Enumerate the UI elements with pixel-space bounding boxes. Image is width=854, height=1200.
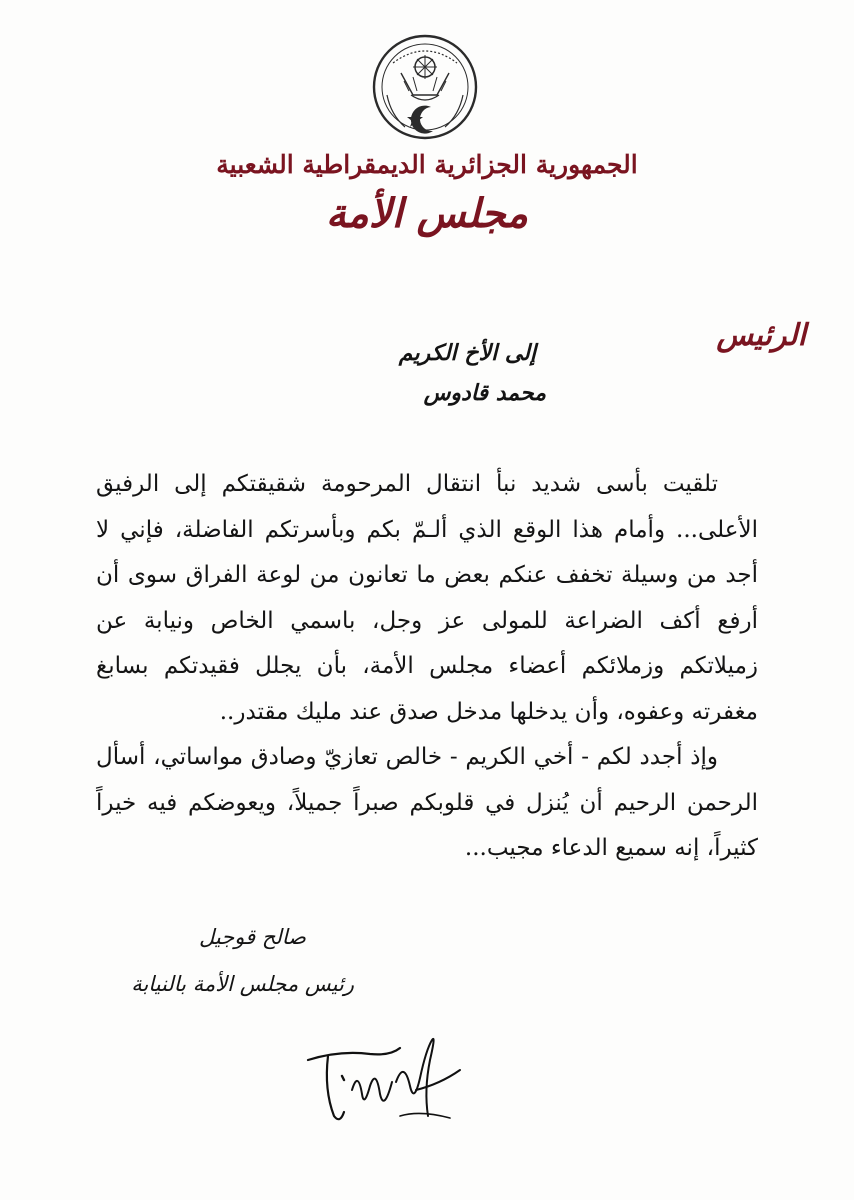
letter-body [96, 462, 758, 872]
council-name-heading: مجلس الأمة [325, 190, 529, 237]
signatory-name: صالح قوجيل [199, 925, 306, 949]
state-seal-emblem [371, 33, 479, 141]
sender-title: الرئيس [716, 318, 806, 353]
salutation: إلى الأخ الكريم [398, 340, 536, 366]
body-paragraph: وإذ أجدد لكم - أخي الكريم - خالص تعازيّ وصادق مواساتي، أسأل الرحمن الرحيم أن يُنزل في قلوبكم صبراً جميلاً، ويعوضكم فيه خيراً كثيراً، إنه سميع الدعاء مجيب... [96, 744, 758, 861]
handwritten-signature [300, 1020, 470, 1130]
recipient-name: محمد قادوس [423, 380, 546, 406]
body-paragraph: تلقيت بأسى شديد نبأ انتقال المرحومة شقيقتكم إلى الرفيق الأعلى... وأمام هذا الوقع الذي ألـمّ بكم وبأسرتكم الفاضلة، فإني لا أجد من وسيلة تخفف عنكم بعض ما تعانون من لوعة الفراق سوى أن أرفع أكف الضراعة للمولى عز وجل، باسمي الخاص ونيابة عن زميلاتكم وزملائكم أعضاء مجلس الأمة، بأن يجلل فقيدتكم بسابغ مغفرته وعفوه، وأن يدخلها مدخل صدق عند مليك مقتدر.. [96, 471, 758, 725]
republic-name-heading: الجمهورية الجزائرية الديمقراطية الشعبية [216, 150, 638, 179]
signatory-title: رئيس مجلس الأمة بالنيابة [131, 972, 354, 996]
